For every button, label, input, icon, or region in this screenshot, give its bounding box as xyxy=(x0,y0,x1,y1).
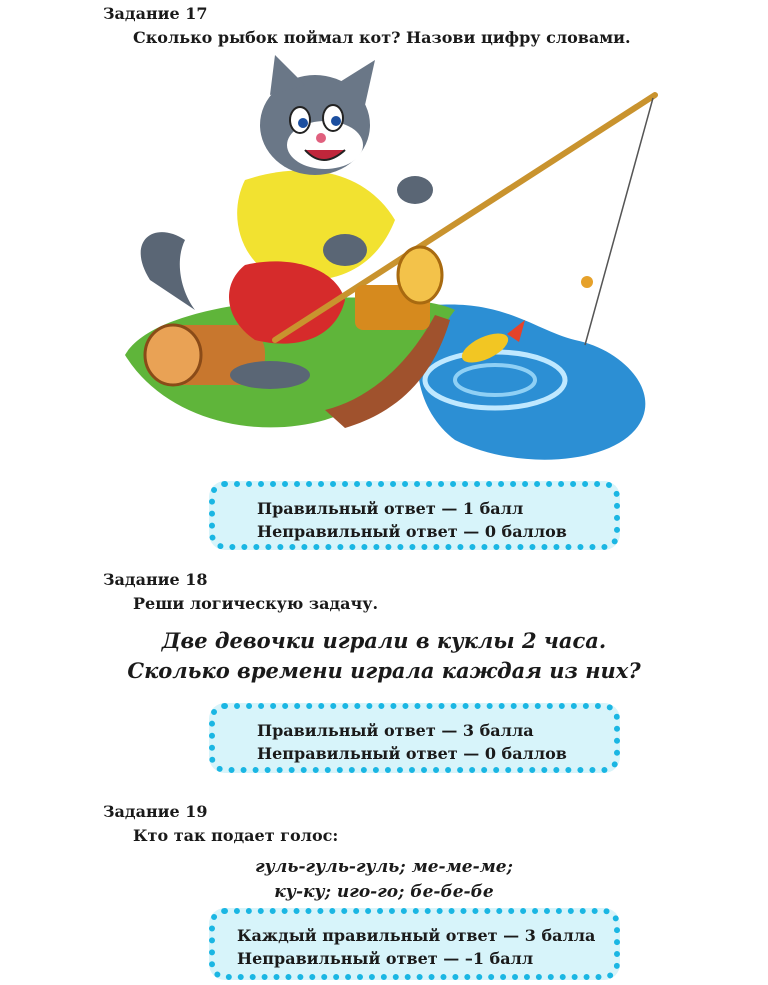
cat-fishing-illustration xyxy=(105,50,665,470)
task-18-problem-line-2: Сколько времени играла каждая из них? xyxy=(127,658,641,683)
scoring-line: Правильный ответ — 1 балл xyxy=(257,499,524,518)
task-17-prompt: Сколько рыбок поймал кот? Назови цифру словами. xyxy=(133,28,631,47)
log-end xyxy=(145,325,201,385)
task-17-scoring xyxy=(209,481,620,550)
task-18-title: Задание 18 xyxy=(103,570,208,589)
scoring-line: Неправильный ответ — 0 баллов xyxy=(257,522,567,541)
scoring-line: Правильный ответ — 3 балла xyxy=(257,721,534,740)
task-17-title: Задание 17 xyxy=(103,4,208,23)
task-18-prompt: Реши логическую задачу. xyxy=(133,594,379,613)
task-19-prompt: Кто так подает голос: xyxy=(133,826,339,845)
task-18-scoring xyxy=(209,703,620,773)
cat-pupil-right xyxy=(331,116,341,126)
cat-paw xyxy=(323,234,367,266)
cat-pupil-left xyxy=(298,118,308,128)
cat-foot xyxy=(230,361,310,389)
scoring-line: Каждый правильный ответ — 3 балла xyxy=(237,926,596,945)
task-19-sounds-line-2: ку-ку; иго-го; бе-бе-бе xyxy=(274,882,494,902)
float xyxy=(581,276,593,288)
cat-nose xyxy=(316,133,326,143)
task-19-scoring xyxy=(209,908,620,980)
scoring-line: Неправильный ответ — 0 баллов xyxy=(257,744,567,763)
pond-water xyxy=(418,304,646,459)
task-19-title: Задание 19 xyxy=(103,802,208,821)
cat-paw-upper xyxy=(397,176,433,204)
scoring-line: Неправильный ответ — –1 балл xyxy=(237,949,534,968)
cat-tail xyxy=(141,232,195,310)
task-18-problem-line-1: Две девочки играли в куклы 2 часа. xyxy=(161,628,607,653)
task-19-sounds-line-1: гуль-гуль-гуль; ме-ме-ме; xyxy=(255,857,513,877)
tin-lid xyxy=(398,247,442,303)
